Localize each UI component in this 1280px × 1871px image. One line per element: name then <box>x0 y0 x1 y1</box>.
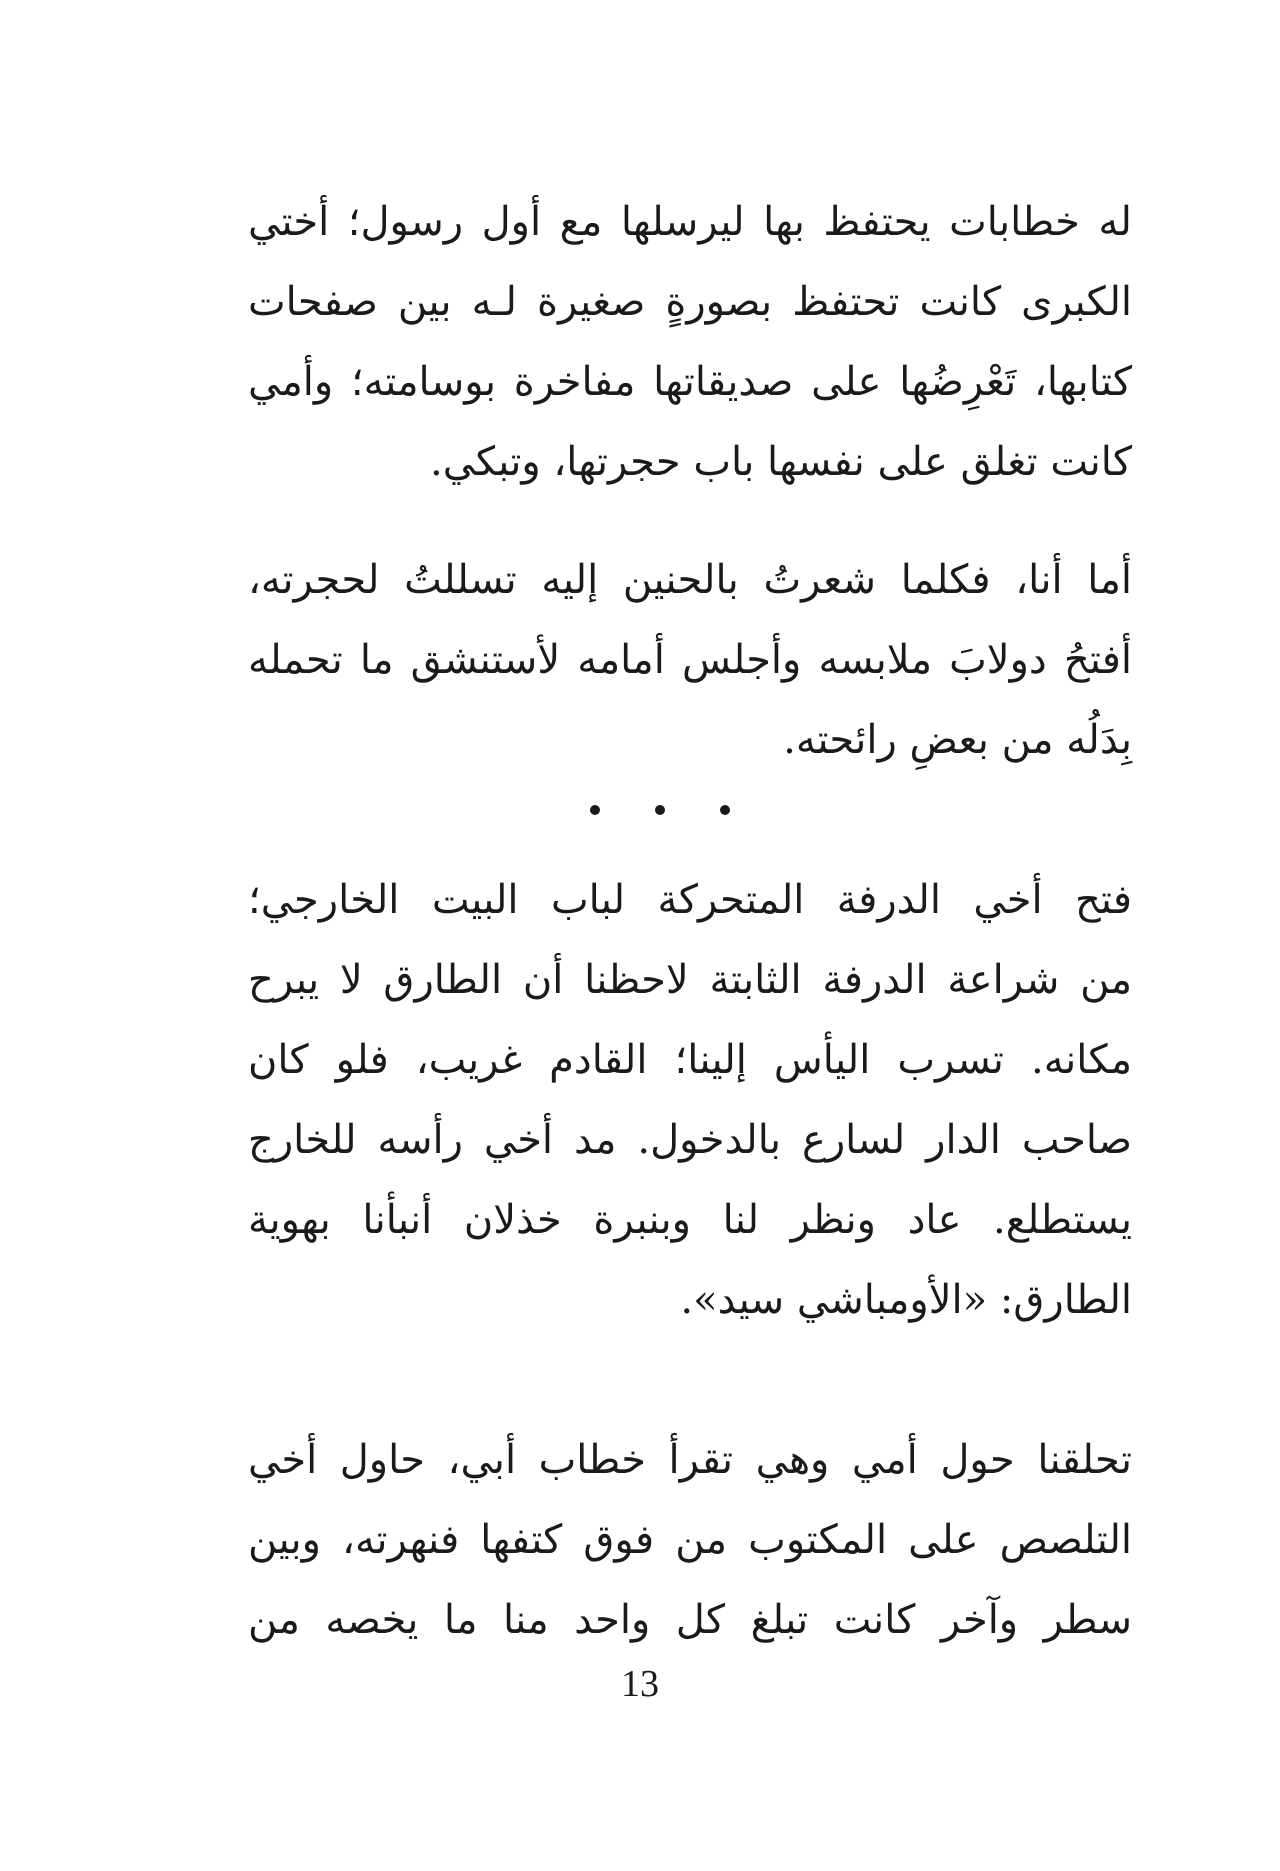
text-line: تحلقنا حول أمي وهي تقرأ خطاب أبي، حاول أخي <box>248 1437 1132 1483</box>
text-line: أما أنا، فكلما شعرتُ بالحنين إليه تسللتُ لحجرته، <box>248 557 1132 603</box>
text-line: الكبرى كانت تحتفظ بصورةٍ صغيرة لـه بين صفحات <box>248 279 1132 325</box>
separator-dot <box>590 805 600 815</box>
text-line: كتابها، تَعْرِضُها على صديقاتها مفاخرة بوسامته؛ وأمي <box>248 359 1132 405</box>
section-separator <box>590 800 730 820</box>
text-line: التلصص على المكتوب من فوق كتفها فنهرته، وبين <box>248 1517 1132 1563</box>
paragraph-1 <box>248 182 1132 502</box>
text-line: سطر وآخر كانت تبلغ كل واحد منا ما يخصه من <box>248 1597 1132 1643</box>
page-number: 13 <box>621 1663 659 1705</box>
separator-dot <box>655 805 665 815</box>
text-line: يستطلع. عاد ونظر لنا وبنبرة خذلان أنبأنا بهوية <box>248 1197 1132 1243</box>
text-line: مكانه. تسرب اليأس إلينا؛ القادم غريب، فلو كان <box>248 1037 1132 1083</box>
text-line: بِدَلُه من بعضِ رائحته. <box>783 717 1132 763</box>
text-line: صاحب الدار لسارع بالدخول. مد أخي رأسه للخارج <box>248 1117 1132 1163</box>
text-line: أفتحُ دولابَ ملابسه وأجلس أمامه لأستنشق ما تحمله <box>248 637 1132 683</box>
text-line: فتح أخي الدرفة المتحركة لباب البيت الخارجي؛ <box>248 877 1132 923</box>
paragraph-3 <box>248 860 1132 1340</box>
paragraph-2 <box>248 540 1132 780</box>
text-line: كانت تغلق على نفسها باب حجرتها، وتبكي. <box>429 439 1132 485</box>
paragraph-4 <box>248 1420 1132 1660</box>
text-line: الطارق: «الأومباشي سيد». <box>680 1277 1132 1323</box>
text-line: له خطابات يحتفظ بها ليرسلها مع أول رسول؛ أختي <box>248 199 1132 245</box>
separator-dot <box>720 805 730 815</box>
text-line: من شراعة الدرفة الثابتة لاحظنا أن الطارق لا يبرح <box>248 957 1132 1003</box>
